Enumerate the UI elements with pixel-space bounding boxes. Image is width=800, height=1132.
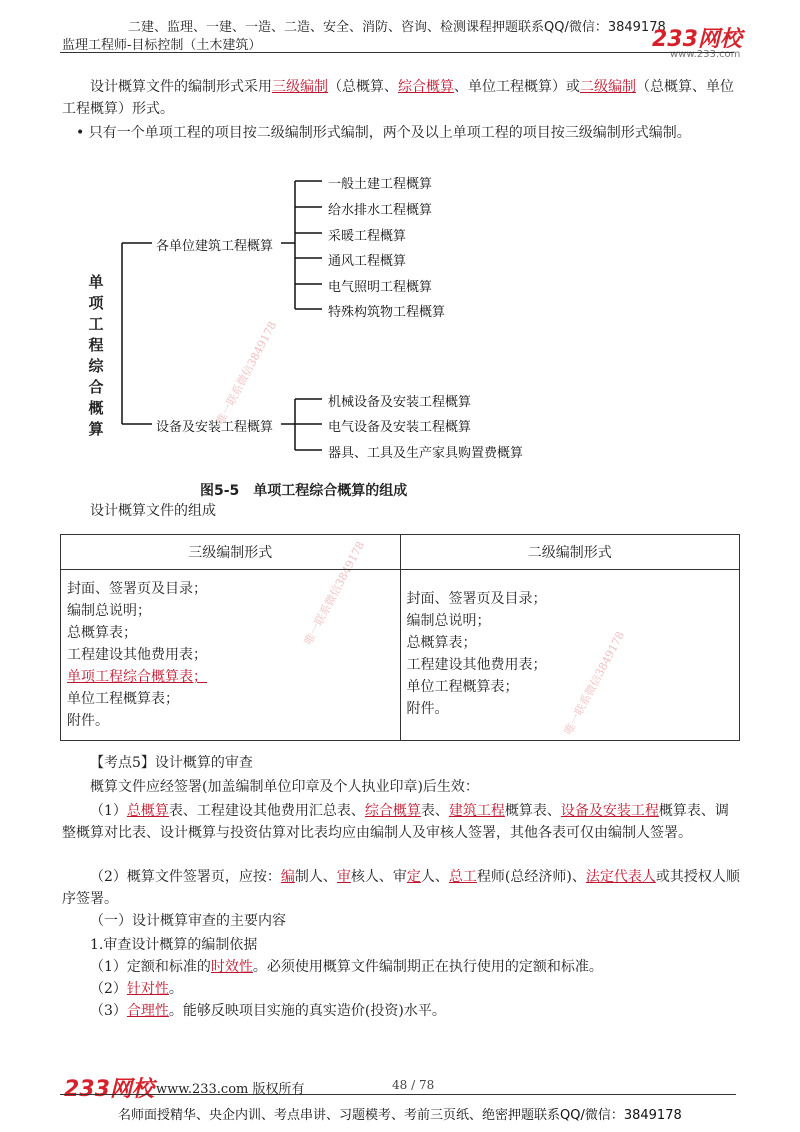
text-run: 或其授权人顺序签署。 [62, 869, 740, 907]
diagram-item: 一般土建工程概算 [328, 177, 433, 192]
table-line: 附件。 [406, 701, 449, 717]
text-run: 。 [168, 981, 183, 997]
table-line: 单位工程概算表； [406, 679, 519, 695]
highlighted-term: 建筑工程 [448, 803, 505, 819]
diagram-item: 机械设备及安装工程概算 [328, 395, 472, 410]
highlighted-term: 编 [280, 869, 295, 885]
text-run: （总概算、 [328, 79, 398, 95]
text-run: 设计概算文件的编制形式采用 [90, 79, 272, 95]
table-line: 编制总说明； [406, 613, 491, 629]
text-run: （2） [90, 981, 127, 997]
text-run: （总概算、单位工程概算）形式。 [62, 79, 734, 117]
highlighted-term: 合理性 [126, 1003, 169, 1019]
header-ad-line: 二建、监理、一建、一造、二造、安全、消防、咨询、检测课程押题联系QQ/微信：3849178 [128, 20, 666, 35]
table-header-row [61, 535, 740, 570]
text-run: 封面、签署页及目录； [67, 581, 207, 597]
highlighted-term: 单项工程综合概算表； [67, 669, 207, 685]
composition-table [60, 534, 740, 741]
text-run: （1）定额和标准的 [90, 959, 211, 975]
text-run: 程师(总经济师)、 [476, 869, 586, 885]
section-item-1 [62, 956, 742, 978]
diagram-branch1-label: 各单位建筑工程概算 [156, 239, 274, 254]
table-intro: 设计概算文件的组成 [90, 503, 216, 519]
footer-logo: 233网校 [64, 1077, 154, 1102]
text-run: 。能够反映项目实施的真实造价(投资)水平。 [168, 1003, 446, 1019]
highlighted-term: 总概算 [126, 803, 169, 819]
watermark: 唯一联系微信3849178 [561, 629, 628, 738]
highlighted-term: 二级编制 [580, 79, 636, 95]
diagram-item: 采暖工程概算 [328, 229, 407, 244]
text-run: 编制总说明； [67, 603, 151, 619]
table-cell-two-level [400, 570, 740, 741]
table-row [61, 570, 740, 741]
diagram-item: 电气照明工程概算 [328, 280, 433, 295]
diagram-item: 给水排水工程概算 [328, 203, 433, 218]
text-run: 概算表、调整概算对比表、设计概算与投资估算对比表均应由编制人及审核人签署，其他各表可仅由编制人签署。 [62, 803, 729, 841]
highlighted-term: 审 [336, 869, 351, 885]
highlighted-term: 针对性 [126, 981, 169, 997]
text-run: 、单位工程概算）或 [454, 79, 580, 95]
diagram-item: 器具、工具及生产家具购置费概算 [328, 446, 524, 461]
text-run: 总概算表； [67, 625, 137, 641]
text-run: 概算表、 [504, 803, 561, 819]
highlighted-term: 综合概算 [398, 79, 454, 95]
section-item-2 [62, 978, 742, 1000]
section-title: 【考点5】设计概算的审查 [90, 755, 253, 771]
intro-bullet: • 只有一个单项工程的项目按二级编制形式编制，两个及以上单项工程的项目按三级编制形式编制。 [76, 125, 691, 141]
table-line: 总概算表； [406, 635, 477, 651]
highlighted-term: 总工 [448, 869, 477, 885]
table-line [67, 622, 394, 644]
footer-copyright: www.233.com 版权所有 [156, 1082, 305, 1097]
text-run: 附件。 [67, 713, 109, 729]
section-sign-paragraph: 概算文件应经签署(加盖编制单位印章及个人执业印章)后生效： [90, 779, 479, 795]
highlighted-term: 时效性 [210, 959, 253, 975]
text-run: 制人、 [294, 869, 337, 885]
table-line [67, 578, 394, 600]
table-line [67, 688, 394, 710]
watermark: 唯一联系微信3849178 [301, 539, 368, 648]
header-logo-text: 233网校 [652, 27, 742, 52]
footer-ad-line: 名师面授精华、央企内训、考点串讲、习题模考、考前三页纸、绝密押题联系QQ/微信：3849178 [118, 1108, 682, 1123]
table-line: 工程建设其他费用表； [406, 657, 547, 673]
text-run: 。必须使用概算文件编制期正在执行使用的定额和标准。 [252, 959, 603, 975]
section-paragraph-2 [62, 866, 742, 910]
table-cell-three-level [61, 570, 401, 741]
diagram-item: 通风工程概算 [328, 254, 407, 269]
watermark: 唯一联系微信3849178 [213, 319, 280, 428]
text-run: 单位工程概算表； [67, 691, 179, 707]
diagram-root-label: 单项工程综合概算 [88, 273, 104, 438]
text-run: 表、 [420, 803, 449, 819]
text-run: 人、 [420, 869, 449, 885]
table-line: 封面、签署页及目录； [406, 591, 547, 607]
table-header-three-level: 三级编制形式 [61, 535, 401, 570]
table-line [67, 666, 394, 688]
table-line [67, 710, 394, 732]
page-number: 48 / 78 [392, 1078, 435, 1092]
diagram-item: 电气设备及安装工程概算 [328, 420, 472, 435]
table-line [67, 644, 394, 666]
text-run: （2）概算文件签署页，应按： [90, 869, 281, 885]
text-run: 核人、审 [350, 869, 407, 885]
section-subheading-1: （一）设计概算审查的主要内容 [90, 913, 286, 929]
highlighted-term: 设备及安装工程 [560, 803, 659, 819]
table-line [67, 600, 394, 622]
diagram-item: 特殊构筑物工程概算 [328, 305, 446, 320]
diagram-caption: 图5-5 单项工程综合概算的组成 [200, 483, 408, 499]
section-subheading-2: 1.审查设计概算的编制依据 [90, 937, 258, 953]
table-header-two-level: 二级编制形式 [400, 535, 740, 570]
text-run: （3） [90, 1003, 127, 1019]
highlighted-term: 三级编制 [272, 79, 328, 95]
header-logo-url: www.233.com [670, 49, 741, 60]
text-run: 工程建设其他费用表； [67, 647, 207, 663]
text-run: （1） [90, 803, 127, 819]
highlighted-term: 综合概算 [364, 803, 421, 819]
diagram-branch2-label: 设备及安装工程概算 [156, 420, 274, 435]
footer-divider [60, 1094, 736, 1095]
text-run: 表、工程建设其他费用汇总表、 [168, 803, 365, 819]
section-item-3 [62, 1000, 742, 1022]
header-subtitle: 监理工程师-目标控制（土木建筑） [62, 38, 262, 53]
highlighted-term: 法定代表人 [585, 869, 656, 885]
highlighted-term: 定 [406, 869, 421, 885]
section-paragraph-1 [62, 800, 742, 844]
